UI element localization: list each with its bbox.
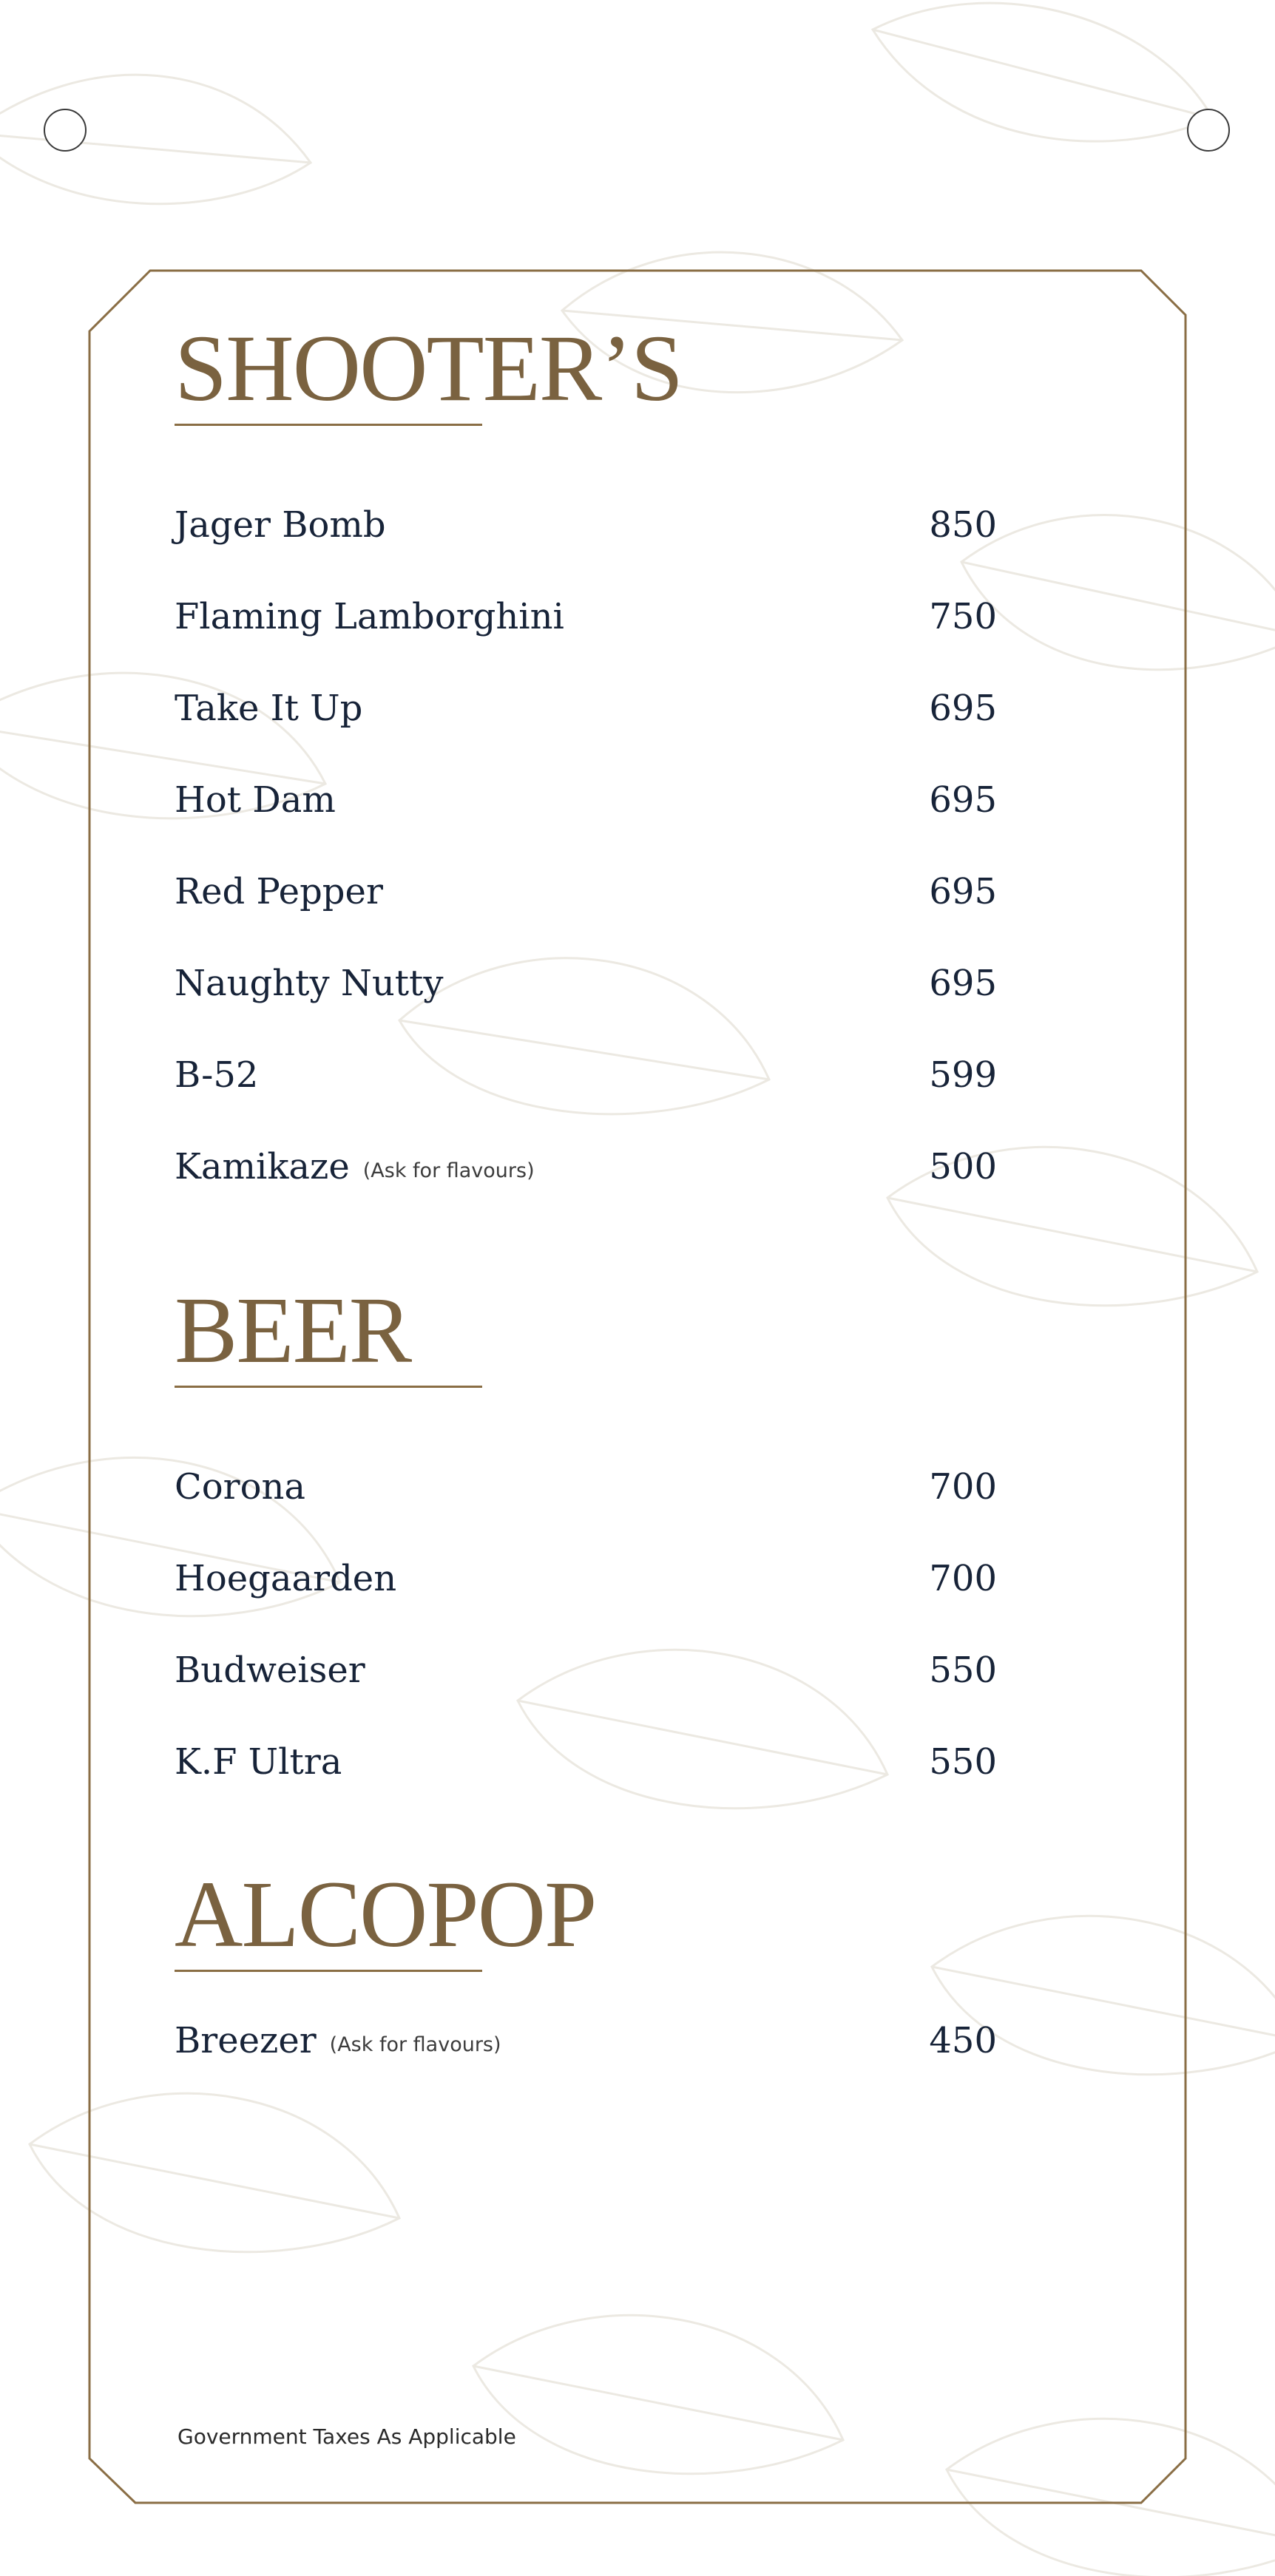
section-title-shooters: SHOOTER’S [175,316,683,421]
item-name: Budweiser [175,1650,365,1691]
item-name: Red Pepper [175,871,383,912]
menu-item [175,2004,997,2063]
item-note: (Ask for flavours) [362,1159,535,1182]
punch-hole-left [44,109,87,152]
menu-item [175,1633,997,1692]
item-price: 850 [929,504,997,546]
item-note: (Ask for flavours) [329,2033,501,2056]
section-title-beer: BEER [175,1278,411,1383]
menu-item [175,488,997,547]
menu-item [175,671,997,731]
item-price: 695 [929,688,997,729]
menu-item [175,855,997,914]
footer-tax-note: Government Taxes As Applicable [177,2424,516,2449]
menu-item [175,1542,997,1601]
item-price: 700 [929,1466,997,1508]
item-price: 695 [929,963,997,1004]
item-price: 599 [929,1054,997,1096]
item-name: Naughty Nutty [175,963,444,1004]
item-price: 550 [929,1741,997,1783]
section-underline [175,424,482,426]
item-name-text: Kamikaze [175,1146,350,1187]
item-name: Corona [175,1466,305,1508]
item-price: 750 [929,596,997,637]
item-price: 550 [929,1650,997,1691]
item-name-text: Breezer [175,2020,317,2061]
menu-item [175,763,997,822]
punch-hole-right [1187,109,1230,152]
menu-item [175,580,997,639]
section-underline [175,1386,482,1388]
menu-item [175,946,997,1006]
section-title-alcopop: ALCOPOP [175,1862,596,1967]
item-price: 695 [929,779,997,821]
item-price: 700 [929,1558,997,1599]
item-price: 500 [929,1146,997,1187]
item-name: B-52 [175,1054,259,1096]
item-name: Flaming Lamborghini [175,596,564,637]
item-name: Take It Up [175,688,363,729]
item-name: Hot Dam [175,779,336,821]
item-name: K.F Ultra [175,1741,342,1783]
item-name [175,2020,501,2061]
item-price: 450 [929,2020,997,2061]
item-name: Hoegaarden [175,1558,397,1599]
menu-item [175,1038,997,1097]
item-price: 695 [929,871,997,912]
item-name: Jager Bomb [175,504,386,546]
item-name [175,1146,535,1187]
menu-item [175,1450,997,1509]
menu-item [175,1725,997,1784]
menu-item [175,1130,997,1189]
section-underline [175,1970,482,1972]
